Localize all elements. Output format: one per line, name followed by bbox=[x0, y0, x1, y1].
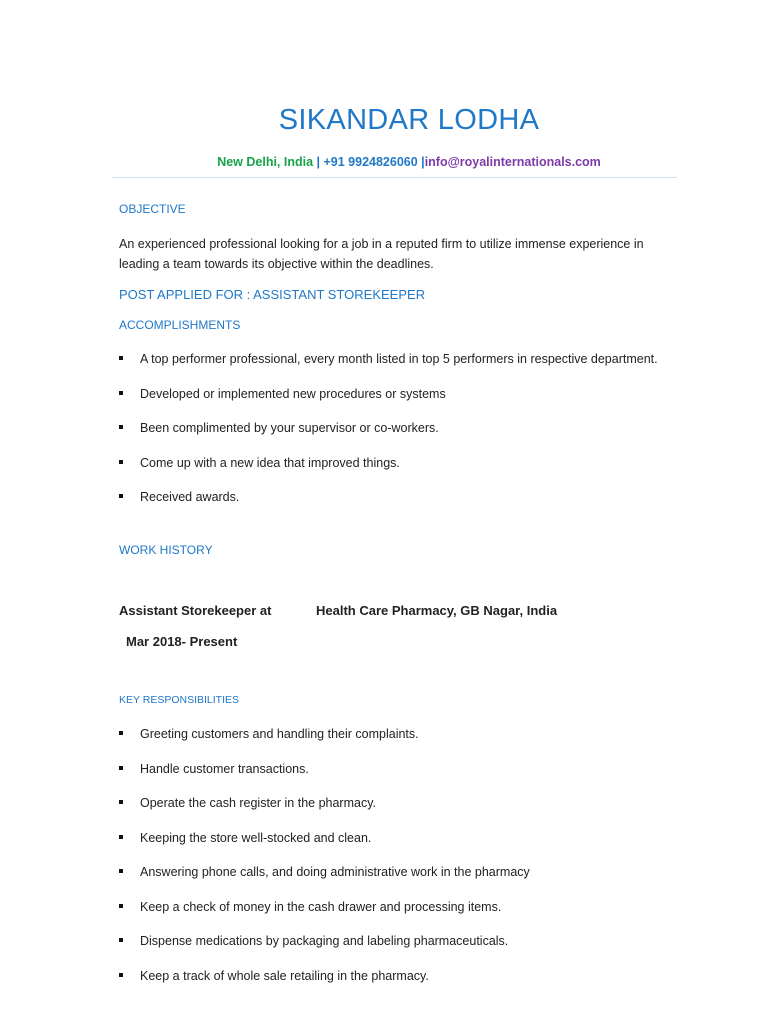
responsibility-item: Keep a track of whole sale retailing in the pharmacy. bbox=[119, 969, 429, 983]
bullet-icon bbox=[119, 904, 123, 908]
contact-separator: | bbox=[313, 155, 324, 169]
accomplishment-item: Received awards. bbox=[119, 490, 239, 504]
job-employer: Health Care Pharmacy, GB Nagar, India bbox=[316, 603, 558, 618]
bullet-icon bbox=[119, 766, 123, 770]
bullet-icon bbox=[119, 731, 123, 735]
bullet-icon bbox=[119, 800, 123, 804]
header-divider bbox=[112, 177, 677, 178]
objective-heading: OBJECTIVE bbox=[119, 202, 186, 216]
responsibility-item: Keep a check of money in the cash drawer and processing items. bbox=[119, 900, 501, 914]
contact-phone: +91 9924826060 bbox=[323, 155, 418, 169]
accomplishments-heading: ACCOMPLISHMENTS bbox=[119, 318, 241, 332]
responsibility-item: Answering phone calls, and doing administrative work in the pharmacy bbox=[119, 865, 530, 879]
accomplishment-item: Developed or implemented new procedures or systems bbox=[119, 387, 446, 401]
bullet-icon bbox=[119, 356, 123, 360]
responsibility-item: Keeping the store well-stocked and clean. bbox=[119, 831, 371, 845]
contact-city: New Delhi, India bbox=[217, 155, 314, 169]
responsibility-item: Handle customer transactions. bbox=[119, 762, 309, 776]
post-applied-heading: POST APPLIED FOR : ASSISTANT STOREKEEPER bbox=[119, 287, 426, 302]
bullet-icon bbox=[119, 938, 123, 942]
bullet-icon bbox=[119, 835, 123, 839]
bullet-icon bbox=[119, 425, 123, 429]
bullet-icon bbox=[119, 869, 123, 873]
accomplishment-item: A top performer professional, every month listed in top 5 performers in respective department. bbox=[119, 352, 658, 366]
accomplishment-item: Come up with a new idea that improved things. bbox=[119, 456, 400, 470]
job-period: Mar 2018- Present bbox=[126, 634, 238, 649]
accomplishment-item: Been complimented by your supervisor or co-workers. bbox=[119, 421, 439, 435]
candidate-name: SIKANDAR LODHA bbox=[278, 104, 540, 136]
contact-line bbox=[0, 155, 768, 169]
objective-text: An experienced professional looking for a job in a reputed firm to utilize immense experience in leading a team towards its objective within the deadlines. bbox=[119, 237, 644, 271]
job-title: Assistant Storekeeper at bbox=[119, 603, 272, 618]
responsibility-item: Operate the cash register in the pharmacy. bbox=[119, 796, 376, 810]
bullet-icon bbox=[119, 973, 123, 977]
bullet-icon bbox=[119, 391, 123, 395]
contact-separator: | bbox=[417, 155, 425, 169]
bullet-icon bbox=[119, 494, 123, 498]
work-history-heading: WORK HISTORY bbox=[119, 543, 213, 557]
bullet-icon bbox=[119, 460, 123, 464]
responsibility-item: Dispense medications by packaging and labeling pharmaceuticals. bbox=[119, 934, 508, 948]
responsibilities-heading: KEY RESPONSIBILITIES bbox=[119, 694, 240, 706]
responsibility-item: Greeting customers and handling their complaints. bbox=[119, 727, 419, 741]
contact-email: info@royalinternationals.com bbox=[424, 155, 601, 169]
